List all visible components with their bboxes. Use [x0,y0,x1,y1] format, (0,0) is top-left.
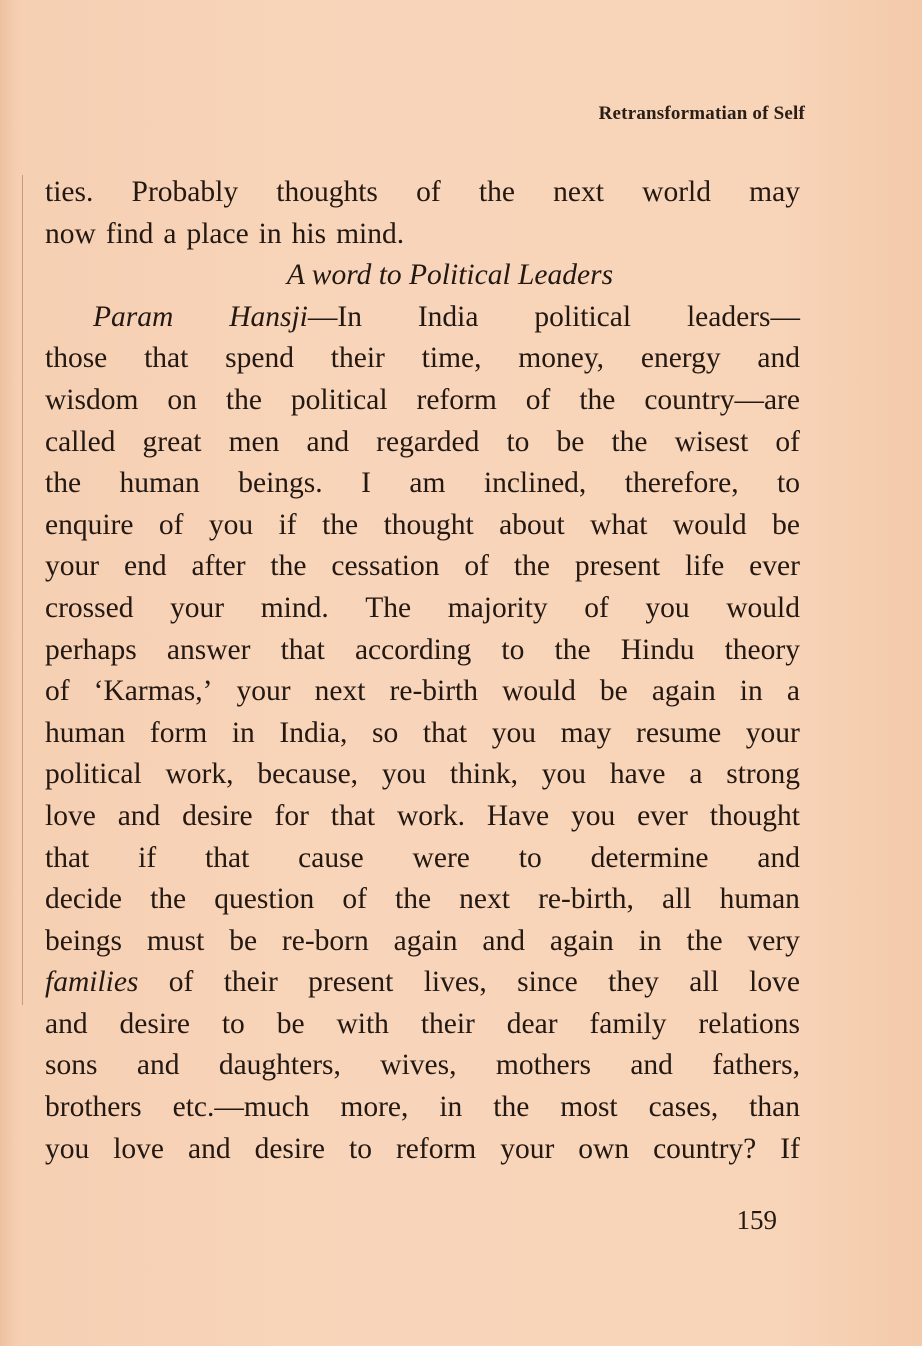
word: a [163,217,177,250]
text-line-11: perhaps answer that according to the Hindu theory [45,633,800,666]
text-line-7: the human beings. I am inclined, therefore, to [45,467,800,500]
word: leaders— [686,300,800,333]
word: ties. [45,176,94,208]
word: find [105,217,154,250]
word: political [534,300,632,333]
text-line-10: crossed your mind. The majority of you would [45,591,800,624]
text-line-2 [45,214,800,256]
page-spine-shadow [0,0,18,1346]
text-line-20: and desire to be with their dear family relations [45,1007,800,1040]
text-line-19: families of their present lives, since they all love [45,966,800,999]
text-line-17: decide the question of the next re-birth, all human [45,883,800,916]
text-line-3 [45,297,800,339]
word: the [478,176,515,208]
word: place [186,217,249,250]
word: his [291,217,327,250]
text-line-9: your end after the cessation of the present life ever [45,550,800,583]
text-line-8: enquire of you if the thought about what would be [45,508,800,541]
text-line-18: beings must be re-born again and again in the very [45,924,800,957]
word: in [258,217,282,250]
running-head: Retransformatian of Self [598,103,805,124]
text-line-15: love and desire for that work. Have you ever thought [45,799,800,832]
word: may [749,176,800,208]
text-line-12: of ‘Karmas,’ your next re-birth would be again in a [45,675,800,708]
text-line-22: brothers etc.—much more, in the most cases, than [45,1091,800,1124]
word: Param [93,300,174,333]
text-line-23: you love and desire to reform your own country? If [45,1132,800,1165]
body-text [45,172,800,1170]
text-line-6: called great men and regarded to be the wisest of [45,425,800,458]
text-line-16: that if that cause were to determine and [45,841,800,874]
text-line-14: political work, because, you think, you have a strong [45,758,800,791]
word: India [417,300,479,333]
text-line-4: those that spend their time, money, energy and [45,342,800,375]
text-line-1 [45,172,800,214]
word: Probably [131,176,239,208]
word: world [642,176,711,208]
text-line-21: sons and daughters, wives, mothers and fathers, [45,1049,800,1082]
word-hansji: Hansji—In [229,300,362,333]
word: now [45,217,96,250]
word: of [416,176,441,208]
word: thoughts [276,176,378,208]
text-line-13: human form in India, so that you may resume your [45,716,800,749]
section-heading: A word to Political Leaders [286,259,614,292]
page-number: 159 [736,1205,777,1235]
text-line-5: wisdom on the political reform of the country—are [45,383,800,416]
margin-line [22,175,23,1005]
word: next [553,176,604,208]
word: mind. [336,217,405,250]
